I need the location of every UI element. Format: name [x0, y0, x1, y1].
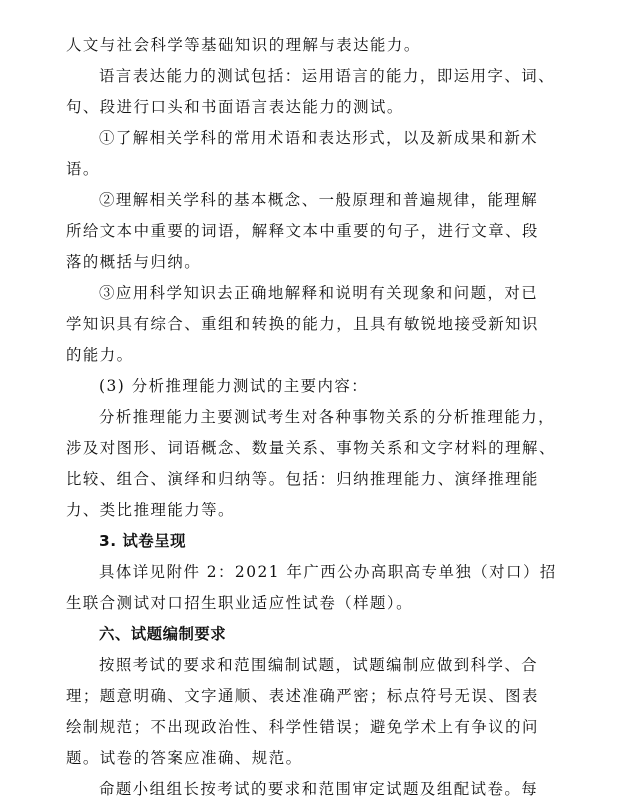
text-line: 所给文本中重要的词语，解释文本中重要的句子，进行文章、段	[66, 222, 539, 240]
text-line: ①了解相关学科的常用术语和表达形式，以及新成果和新术	[99, 129, 539, 147]
subsection-heading: (3) 分析推理能力测试的主要内容：	[99, 377, 369, 395]
text-line: 具体详见附件 2：2021 年广西公办高职高专单独（对口）招	[99, 563, 557, 581]
text-line: 按照考试的要求和范围编制试题，试题编制应做到科学、合	[99, 656, 539, 674]
text-line: 力、类比推理能力等。	[66, 501, 235, 519]
section-heading: 六、试题编制要求	[99, 625, 227, 643]
text-line: 题。试卷的答案应准确、规范。	[66, 749, 303, 767]
text-line: 生联合测试对口招生职业适应性试卷（样题）。	[66, 594, 414, 612]
text-line: 语言表达能力的测试包括：运用语言的能力，即运用字、词、	[99, 67, 556, 85]
text-line: 句、段进行口头和书面语言表达能力的测试。	[66, 98, 404, 116]
text-line: 人文与社会科学等基础知识的理解与表达能力。	[66, 36, 421, 54]
text-line: 落的概括与归纳。	[66, 253, 202, 271]
text-line: 命题小组组长按考试的要求和范围审定试题及组配试卷。每	[99, 780, 539, 798]
text-line: 绘制规范；不出现政治性、科学性错误；避免学术上有争议的问	[66, 718, 539, 736]
text-line: ②理解相关学科的基本概念、一般原理和普遍规律，能理解	[99, 191, 539, 209]
text-line: ③应用科学知识去正确地解释和说明有关现象和问题，对已	[99, 284, 539, 302]
text-line: 比较、组合、演绎和归纳等。包括：归纳推理能力、演绎推理能	[66, 470, 539, 488]
section-heading: 3. 试卷呈现	[99, 532, 186, 550]
text-line: 涉及对图形、词语概念、数量关系、事物关系和文字材料的理解、	[66, 439, 556, 457]
text-line: 理；题意明确、文字通顺、表述准确严密；标点符号无误、图表	[66, 687, 539, 705]
text-line: 语。	[66, 160, 100, 178]
text-line: 学知识具有综合、重组和转换的能力，且具有敏锐地接受新知识	[66, 315, 539, 333]
text-line: 的能力。	[66, 346, 134, 364]
text-line: 分析推理能力主要测试考生对各种事物关系的分析推理能力，	[99, 408, 556, 426]
